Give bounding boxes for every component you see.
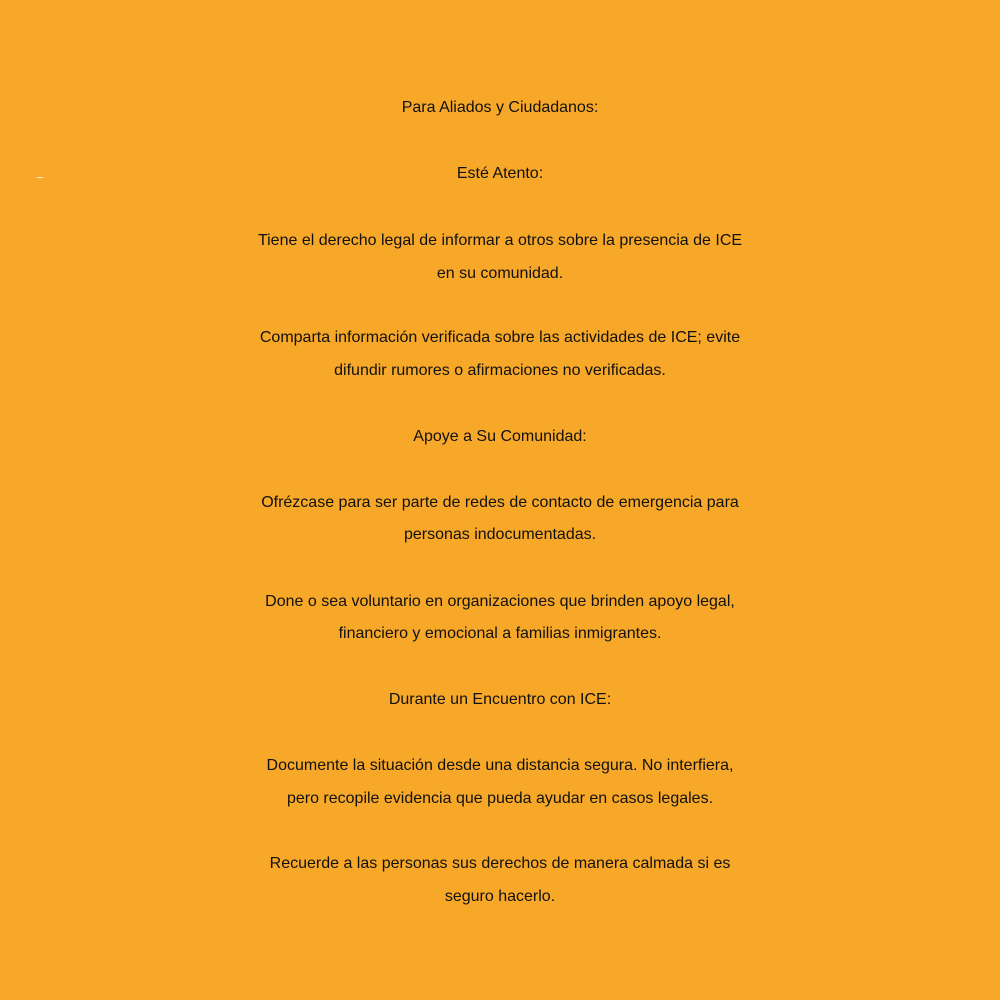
paragraph-line: seguro hacerlo.	[444, 888, 556, 905]
paragraph-line: Recuerde a las personas sus derechos de manera calmada si es	[269, 855, 731, 872]
paragraph-line: Ofrézcase para ser parte de redes de contacto de emergencia para	[261, 494, 739, 511]
section-title-support-community: Apoye a Su Comunidad:	[413, 428, 587, 445]
paragraph-line: Documente la situación desde una distancia segura. No interfiera,	[266, 757, 734, 774]
paragraph-line: personas indocumentadas.	[403, 526, 597, 543]
paragraph-line: en su comunidad.	[436, 265, 564, 282]
paragraph-line: Done o sea voluntario en organizaciones que brinden apoyo legal,	[265, 593, 735, 610]
paragraph-line: difundir rumores o afirmaciones no verificadas.	[334, 362, 666, 379]
paragraph-line: financiero y emocional a familias inmigrantes.	[338, 625, 662, 642]
section-title-ice-encounter: Durante un Encuentro con ICE:	[388, 691, 612, 708]
paragraph-line: Tiene el derecho legal de informar a otros sobre la presencia de ICE	[257, 232, 743, 249]
paragraph-line: Comparta información verificada sobre las actividades de ICE; evite	[259, 329, 741, 346]
card-heading: Para Aliados y Ciudadanos:	[401, 99, 599, 116]
paragraph-line: pero recopile evidencia que pueda ayudar en casos legales.	[286, 790, 714, 807]
section-title-be-alert: Esté Atento:	[456, 165, 544, 182]
